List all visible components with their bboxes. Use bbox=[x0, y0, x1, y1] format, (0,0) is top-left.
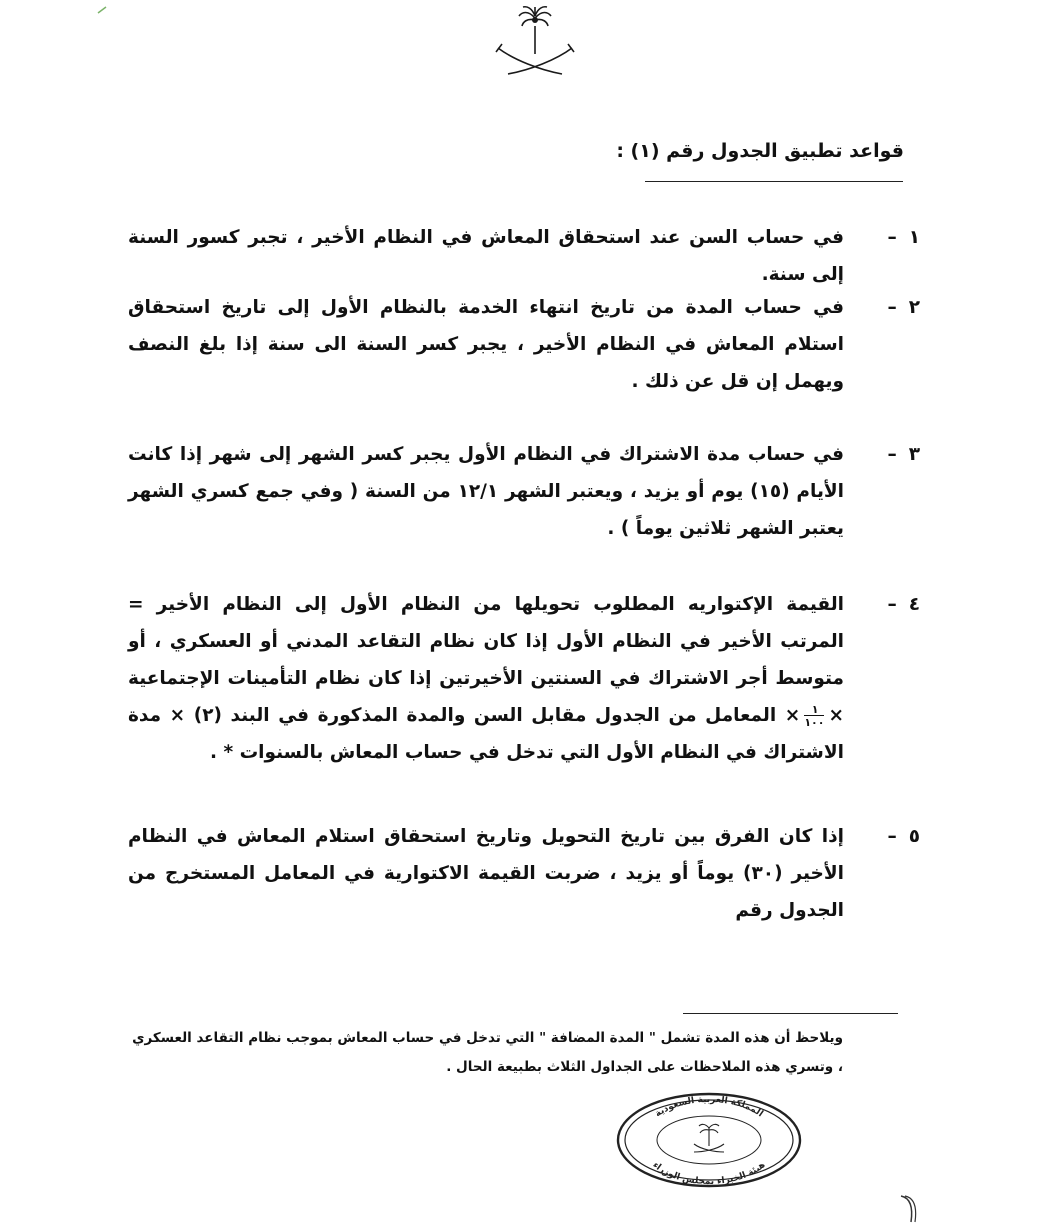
rule-item-1: ١– في حساب السن عند استحقاق المعاش في النظام الأخير ، تجبر كسور السنة إلى سنة. bbox=[128, 219, 920, 259]
rule-number: ٥ bbox=[908, 826, 920, 847]
footnote-line-2: ، وتسري هذه الملاحظات على الجداول الثلاث بطبيعة الحال . bbox=[446, 1059, 843, 1075]
seal-top-text: المملكة العربية السعودية bbox=[653, 1094, 765, 1120]
rule-number: ٢ bbox=[908, 297, 920, 318]
page-corner-mark bbox=[897, 1194, 919, 1223]
rule-text bbox=[128, 586, 844, 771]
page-heading: قواعد تطبيق الجدول رقم (١) : bbox=[616, 140, 904, 162]
seal-palm-swords-icon bbox=[694, 1124, 724, 1152]
rule-text: في حساب المدة من تاريخ انتهاء الخدمة بالنظام الأول إلى تاريخ استحقاق استلام المعاش في النظام الأخير ، يجبر كسر السنة الى سنة إذا بلغ النصف ويهمل إن قل عن ذلك . bbox=[128, 297, 844, 392]
rule-number: ١ bbox=[908, 227, 920, 248]
rule-text: إذا كان الفرق بين تاريخ التحويل وتاريخ استحقاق استلام المعاش في النظام الأخير (٣٠) يوماً أو يزيد ، ضربت القيمة الاكتوارية في المعامل المستخرج من الجدول رقم bbox=[128, 826, 844, 921]
rule-item-2: ٢– في حساب المدة من تاريخ انتهاء الخدمة بالنظام الأول إلى تاريخ استحقاق استلام المعاش في النظام الأخير ، يجبر كسر السنة الى سنة إذا بلغ النصف ويهمل إن قل عن ذلك . bbox=[128, 289, 920, 409]
rule-text-part-2: × المعامل من الجدول مقابل السن والمدة المذكورة في البند (٢) × مدة الاشتراك في النظام الأول التي تدخل في حساب المعاش بالسنوات * . bbox=[128, 705, 844, 763]
rule-item-5: ٥– إذا كان الفرق بين تاريخ التحويل وتاريخ استحقاق استلام المعاش في النظام الأخير (٣٠) يوماً أو يزيد ، ضربت القيمة الاكتوارية في المعامل المستخرج من الجدول رقم bbox=[128, 818, 920, 898]
rule-text: في حساب مدة الاشتراك في النظام الأول يجبر كسر الشهر إلى شهر إذا كانت الأيام (١٥) يوم أو يزيد ، ويعتبر الشهر ١٢/١ من السنة ( وفي جمع كسري الشهر يعتبر الشهر ثلاثين يوماً ) . bbox=[128, 444, 845, 539]
footnote-separator bbox=[683, 1013, 898, 1014]
heading-underline bbox=[645, 181, 903, 182]
rule-item-4: ٤– القيمة الإكتواريه المطلوب تحويلها من النظام الأول إلى النظام الأخير = المرتب الأخير في النظام الأول إذا كان نظام التقاعد المدني أو العسكري ، أو متوسط أجر الاشتراك في السنتين الأخيرتين إذا كان نظام التأمينات الإجتماعية × $\frac{١}{١٠٠}$ × المعامل من الجدول مقابل السن والمدة المذكورة في البند (٢) × مدة الاشتراك في النظام الأول التي تدخل في حساب المعاش بالسنوات * . bbox=[128, 586, 920, 786]
rule-number: ٤ bbox=[908, 594, 920, 615]
fraction-numerator: ١ bbox=[804, 704, 824, 716]
palm-swords-emblem-icon bbox=[490, 4, 580, 84]
rule-number: ٣ bbox=[908, 444, 920, 465]
fraction-one-hundredth bbox=[804, 704, 824, 728]
official-seal-stamp bbox=[614, 1088, 804, 1188]
footnote bbox=[128, 1024, 843, 1082]
corner-scan-mark bbox=[96, 0, 112, 10]
rule-text: في حساب السن عند استحقاق المعاش في النظام الأخير ، تجبر كسور السنة إلى سنة. bbox=[128, 227, 844, 285]
fraction-denominator: ١٠٠ bbox=[804, 716, 825, 729]
footnote-line-1: ويلاحظ أن هذه المدة تشمل " المدة المضافة " التي تدخل في حساب المعاش بموجب نظام التقاعد العسكري bbox=[132, 1030, 843, 1046]
rule-text-part-1: القيمة الإكتواريه المطلوب تحويلها من النظام الأول إلى النظام الأخير = المرتب الأخير في النظام الأول إذا كان نظام التقاعد المدني أو العسكري ، أو متوسط أجر الاشتراك في السنتين الأخيرتين إذا كان نظام التأمينات الإجتماعية × bbox=[128, 594, 844, 726]
seal-bottom-text: هيئة الخبراء بمجلس الوزراء bbox=[650, 1160, 768, 1188]
rule-item-3: ٣– في حساب مدة الاشتراك في النظام الأول يجبر كسر الشهر إلى شهر إذا كانت الأيام (١٥) يوم أو يزيد ، ويعتبر الشهر ١٢/١ من السنة ( وفي جمع كسري الشهر يعتبر الشهر ثلاثين يوماً ) . bbox=[128, 436, 920, 556]
